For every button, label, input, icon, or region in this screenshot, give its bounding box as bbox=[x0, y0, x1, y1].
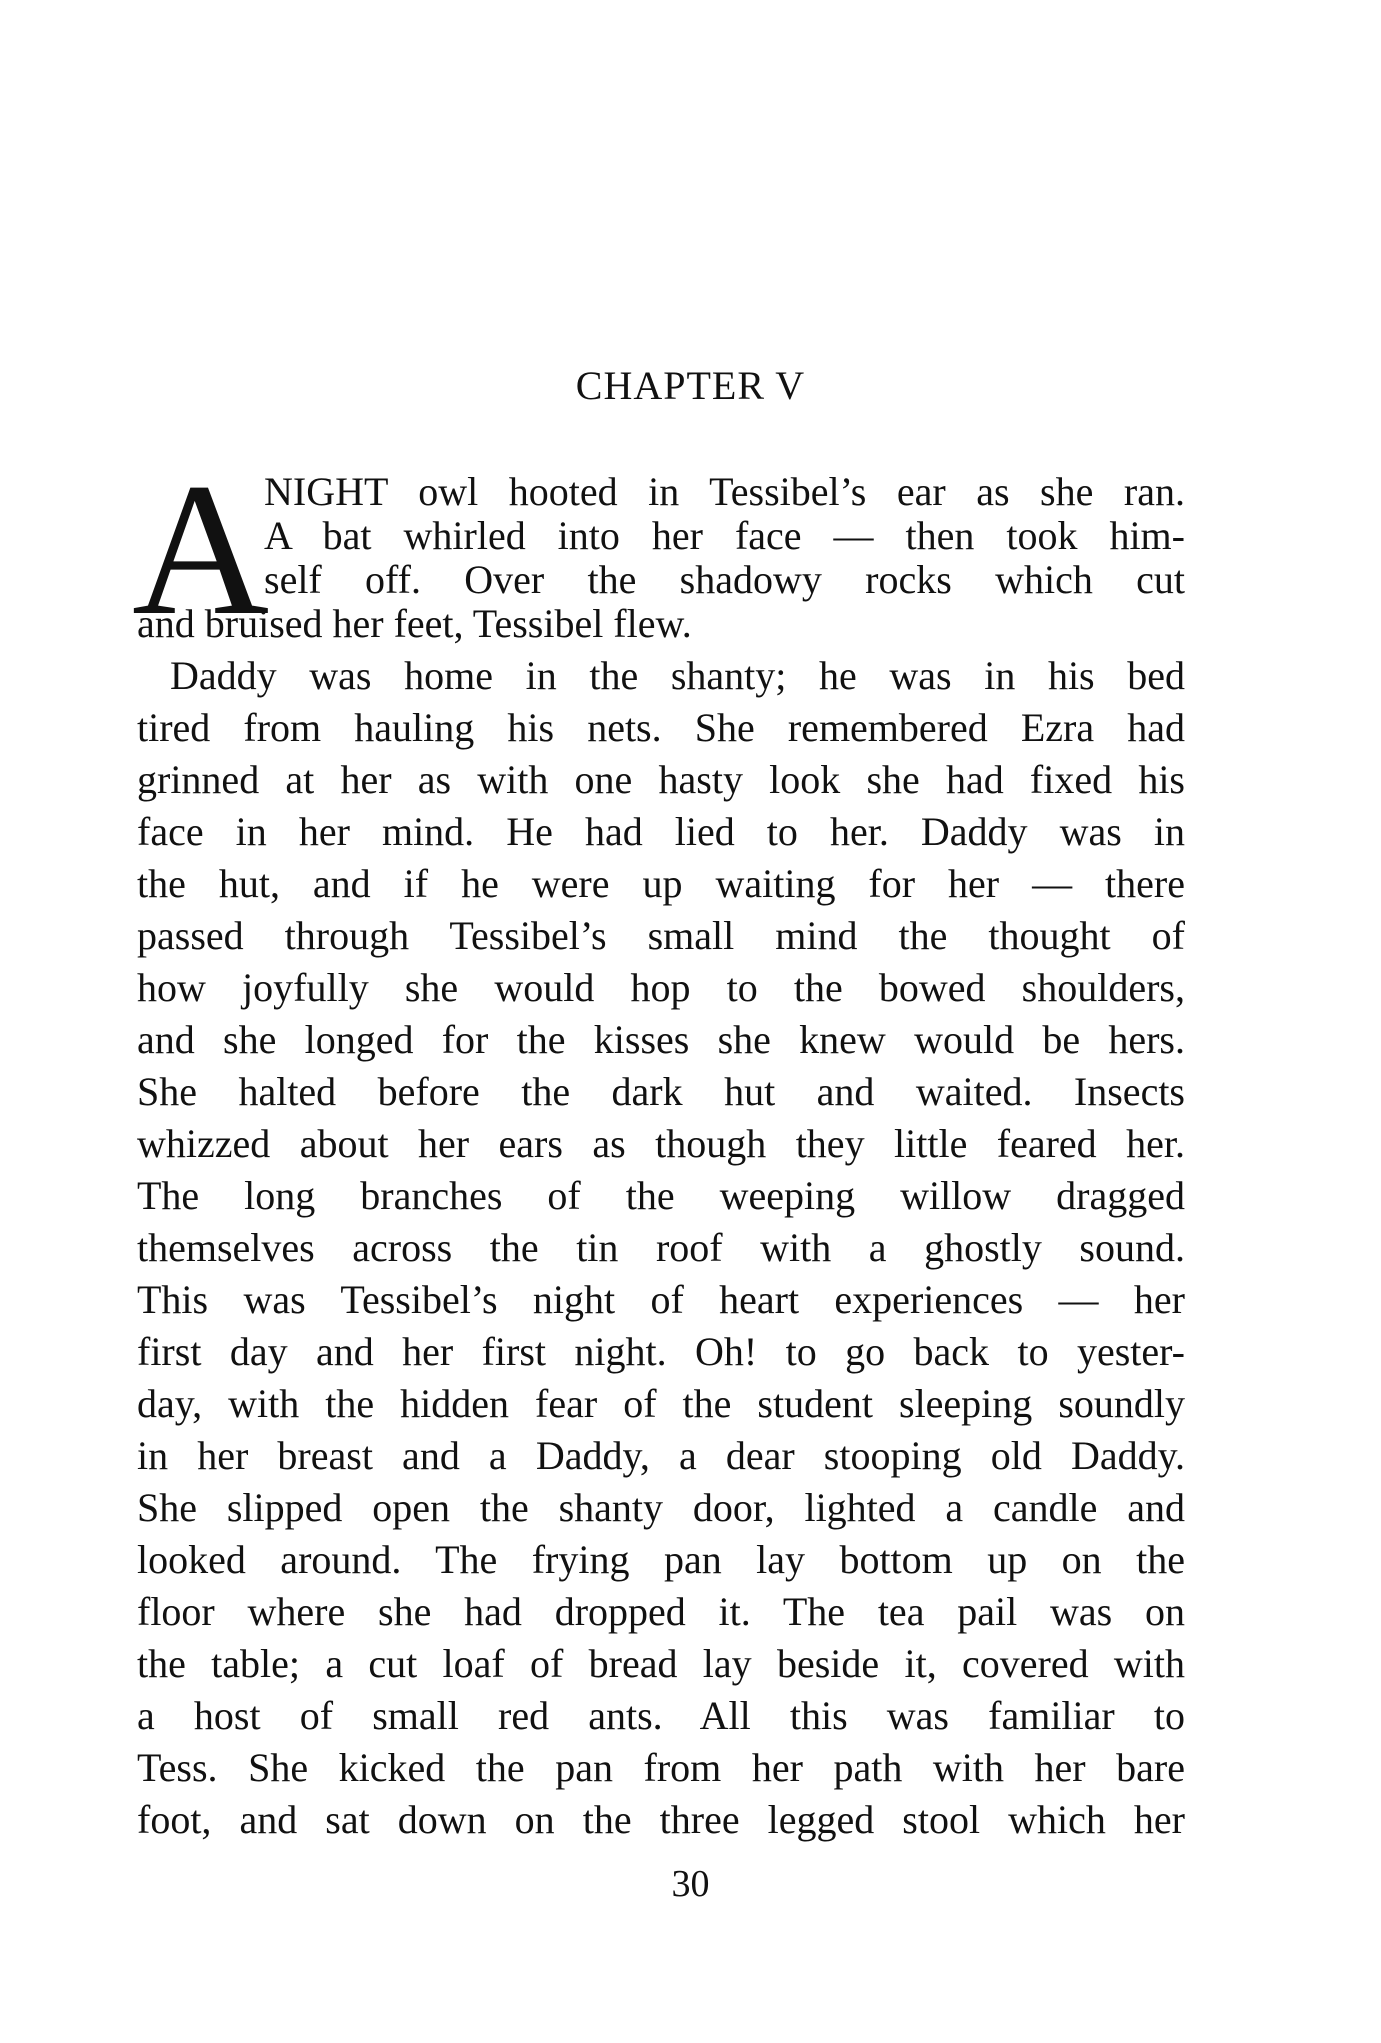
text-line: a host of small red ants. All this was familiar to bbox=[137, 1693, 1185, 1738]
text-line: This was Tessibel’s night of heart experiences — her bbox=[137, 1277, 1185, 1322]
text-line: A bat whirled into her face — then took him- bbox=[264, 513, 1185, 558]
text-line: floor where she had dropped it. The tea pail was on bbox=[137, 1589, 1185, 1634]
text-line: themselves across the tin roof with a ghostly sound. bbox=[137, 1225, 1185, 1270]
text-line: Tess. She kicked the pan from her path with her bare bbox=[137, 1745, 1185, 1790]
text-line: the table; a cut loaf of bread lay beside it, covered with bbox=[137, 1641, 1185, 1686]
text-line: looked around. The frying pan lay bottom up on the bbox=[137, 1537, 1185, 1582]
text-line: the hut, and if he were up waiting for her — there bbox=[137, 861, 1185, 906]
text-line: grinned at her as with one hasty look she had fixed his bbox=[137, 757, 1185, 802]
text-line: passed through Tessibel’s small mind the thought of bbox=[137, 913, 1185, 958]
text-line: She halted before the dark hut and waited. Insects bbox=[137, 1069, 1185, 1114]
text-line: day, with the hidden fear of the student sleeping soundly bbox=[137, 1381, 1185, 1426]
chapter-title: CHAPTER V bbox=[575, 363, 806, 408]
text-line: Daddy was home in the shanty; he was in his bed bbox=[170, 653, 1185, 698]
drop-cap-letter: A bbox=[132, 445, 270, 655]
text-line: how joyfully she would hop to the bowed shoulders, bbox=[137, 965, 1185, 1010]
text-line: The long branches of the weeping willow dragged bbox=[137, 1173, 1185, 1218]
text-line: NIGHT owl hooted in Tessibel’s ear as she ran. bbox=[264, 469, 1185, 514]
text-line: self off. Over the shadowy rocks which cut bbox=[264, 557, 1185, 602]
text-line: tired from hauling his nets. She remembered Ezra had bbox=[137, 705, 1185, 750]
page-number: 30 bbox=[671, 1863, 710, 1905]
text-line: face in her mind. He had lied to her. Daddy was in bbox=[137, 809, 1185, 854]
text-line: in her breast and a Daddy, a dear stooping old Daddy. bbox=[137, 1433, 1185, 1478]
text-line: and she longed for the kisses she knew would be hers. bbox=[137, 1017, 1185, 1062]
text-line: and bruised her feet, Tessibel flew. bbox=[137, 601, 692, 646]
text-line: foot, and sat down on the three legged stool which her bbox=[137, 1797, 1185, 1842]
text-line: whizzed about her ears as though they little feared her. bbox=[137, 1121, 1185, 1166]
text-line: first day and her first night. Oh! to go back to yester- bbox=[137, 1329, 1185, 1374]
text-line: She slipped open the shanty door, lighted a candle and bbox=[137, 1485, 1185, 1530]
